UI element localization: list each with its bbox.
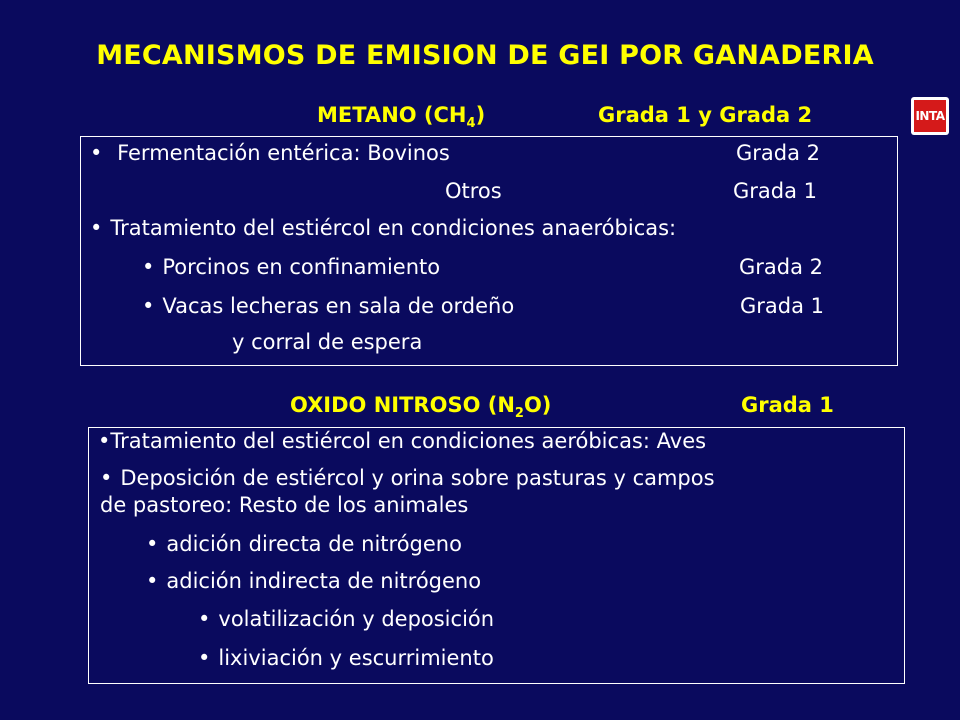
metano-item-2: Otros bbox=[445, 179, 502, 203]
oxido-item-1: •Tratamiento del estiércol en condiciones aeróbicas: Aves bbox=[98, 429, 707, 453]
metano-box bbox=[80, 136, 898, 366]
bullet-icon: • bbox=[198, 607, 211, 631]
metano-item-5-grade: Grada 1 bbox=[740, 294, 825, 318]
inta-logo bbox=[911, 97, 949, 135]
bullet-icon: • bbox=[100, 466, 113, 490]
metano-item-1-grade: Grada 2 bbox=[736, 141, 821, 165]
bullet-icon: • bbox=[146, 569, 159, 593]
metano-heading: METANO $(CH_4)$ bbox=[317, 103, 486, 132]
metano-item-3: • Tratamiento del estiércol en condiciones anaeróbicas: bbox=[90, 216, 677, 240]
metano-item-4-grade: Grada 2 bbox=[739, 255, 824, 279]
oxido-item-3: • adición directa de nitrógeno bbox=[146, 532, 462, 556]
bullet-icon: • bbox=[146, 532, 159, 556]
metano-item-6: y corral de espera bbox=[232, 330, 423, 354]
bullet-icon: • bbox=[98, 429, 111, 453]
metano-item-5: • Vacas lecheras en sala de ordeño bbox=[142, 294, 515, 318]
bullet-icon: • bbox=[142, 294, 155, 318]
slide-title: MECANISMOS DE EMISION DE GEI POR GANADERIA bbox=[96, 40, 874, 71]
oxido-item-4: • adición indirecta de nitrógeno bbox=[146, 569, 482, 593]
bullet-icon: • bbox=[90, 216, 103, 240]
metano-item-1: • Fermentación entérica: Bovinos bbox=[90, 141, 450, 165]
metano-item-4: • Porcinos en confinamiento bbox=[142, 255, 441, 279]
metano-grade-heading: Grada 1 y Grada 2 bbox=[598, 103, 813, 127]
metano-item-2-grade: Grada 1 bbox=[733, 179, 818, 203]
oxido-item-6: • lixiviación y escurrimiento bbox=[198, 646, 494, 670]
oxido-grade-heading: Grada 1 bbox=[741, 393, 834, 417]
oxido-item-2-cont: de pastoreo: Resto de los animales bbox=[100, 493, 469, 517]
oxido-item-2: • Deposición de estiércol y orina sobre pasturas y campos bbox=[100, 466, 715, 490]
bullet-icon: • bbox=[142, 255, 155, 279]
bullet-icon: • bbox=[198, 646, 211, 670]
oxido-item-5: • volatilización y deposición bbox=[198, 607, 495, 631]
bullet-icon: • bbox=[90, 141, 103, 165]
inta-logo-text: INTA bbox=[914, 100, 946, 132]
oxido-heading: OXIDO NITROSO $(N_2O)$ bbox=[290, 393, 552, 422]
